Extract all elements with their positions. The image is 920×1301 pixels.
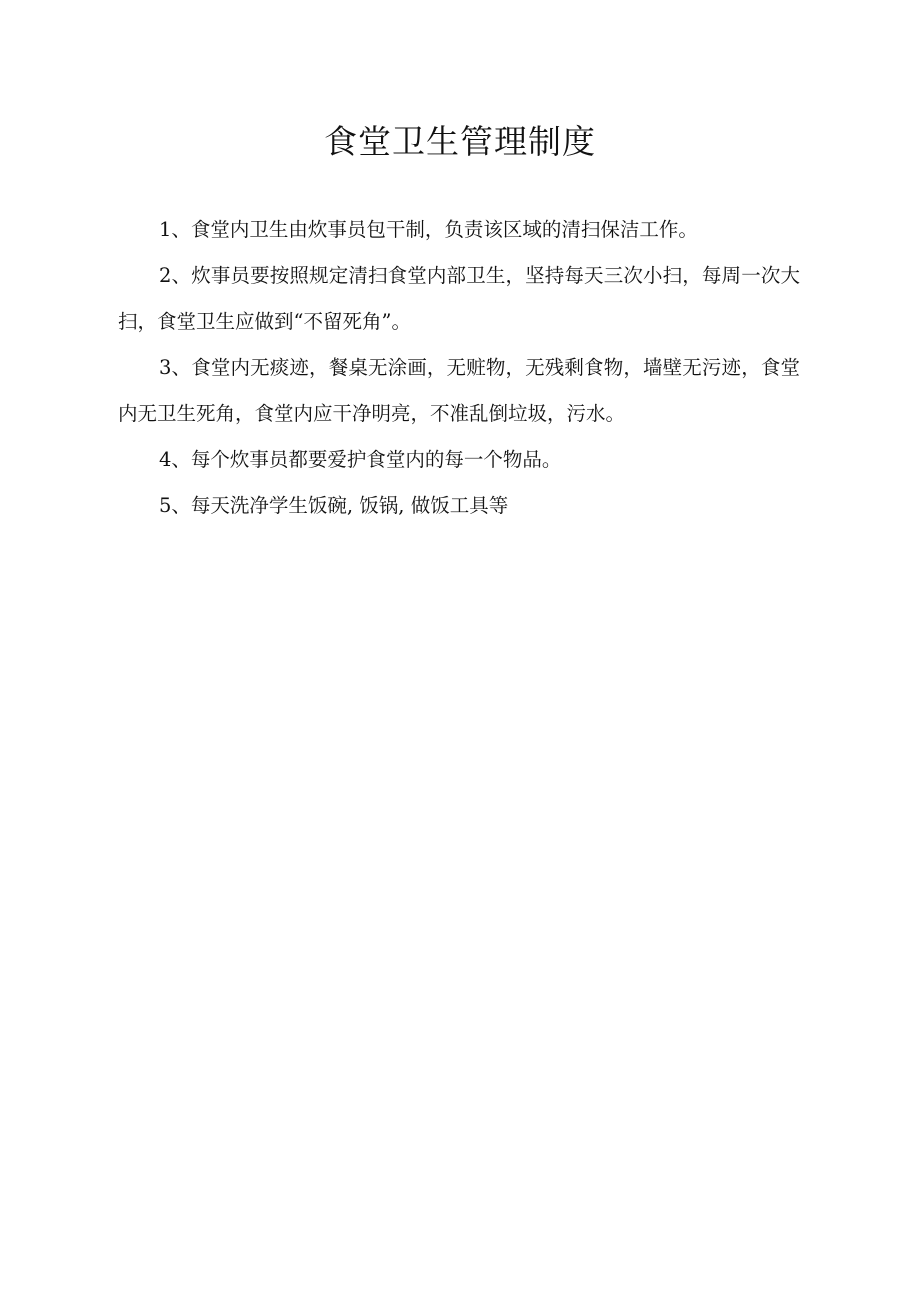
regulation-item-4: 4、每个炊事员都要爱护食堂内的每一个物品。	[159, 448, 562, 471]
regulation-item-3: 3、食堂内无痰迹，餐桌无涂画，无赃物，无残剩食物，墙壁无污迹，食堂内无卫生死角，食堂内应干净明亮，不准乱倒垃圾，污水。	[118, 356, 800, 425]
regulation-item-1: 1、食堂内卫生由炊事员包干制，负责该区域的清扫保洁工作。	[159, 218, 698, 241]
regulation-body	[118, 207, 800, 529]
regulation-item-5: 5、每天洗净学生饭碗, 饭锅, 做饭工具等	[159, 494, 509, 517]
document-title: 食堂卫生管理制度	[324, 122, 596, 161]
regulation-item-2: 2、炊事员要按照规定清扫食堂内部卫生，坚持每天三次小扫，每周一次大扫，食堂卫生应做到“不留死角”。	[118, 264, 800, 333]
